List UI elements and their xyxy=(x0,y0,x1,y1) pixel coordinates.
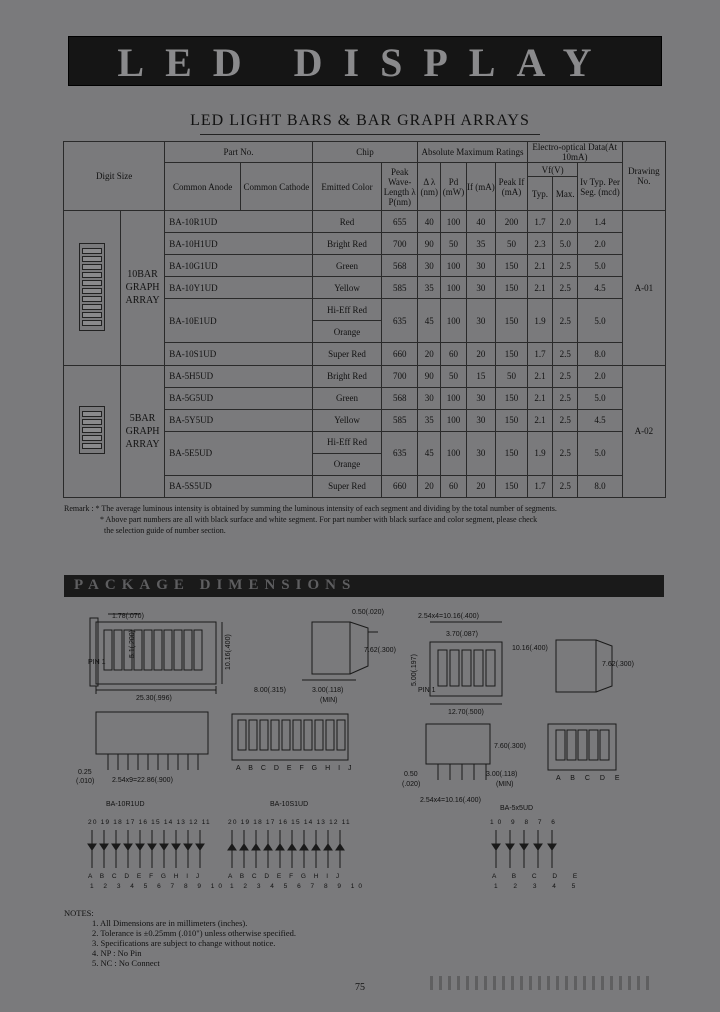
header-part-no: Part No. xyxy=(165,142,313,163)
cell: 40 xyxy=(418,211,441,233)
notes xyxy=(64,908,512,968)
cell: 100 xyxy=(441,387,466,409)
header-if: If (mA) xyxy=(466,163,496,211)
cell: 20 xyxy=(466,475,496,497)
dim5-pin: 0.50 xyxy=(404,771,418,778)
cell: 660 xyxy=(382,475,418,497)
cell: 150 xyxy=(496,409,528,431)
cell: 150 xyxy=(496,277,528,299)
cell: 700 xyxy=(382,233,418,255)
cell: 2.5 xyxy=(553,255,578,277)
cell: 100 xyxy=(441,277,466,299)
cell: 100 xyxy=(441,255,466,277)
dim5-pinlen: 3.00(.118) xyxy=(486,771,518,778)
cell: 4.5 xyxy=(578,277,622,299)
cell: 200 xyxy=(496,211,528,233)
part-number: BA-10R1UD xyxy=(165,211,313,233)
schematic-10r-pins-top: 20 19 18 17 16 15 14 13 12 11 xyxy=(88,819,211,826)
header-iv-typ: Iv Typ. Per Seg. (mcd) xyxy=(578,163,622,211)
schematic-10s-diodes xyxy=(228,830,344,868)
dim5-inner: 3.70(.087) xyxy=(446,631,478,638)
cell: 30 xyxy=(466,409,496,431)
part-number: BA-10S1UD xyxy=(165,343,313,365)
note-item: 3. Specifications are subject to change without notice. xyxy=(92,938,276,948)
cell: 5.0 xyxy=(578,387,622,409)
cell: 5.0 xyxy=(578,431,622,475)
schematic-10r-pins-bottom: 1 2 3 4 5 6 7 8 9 10 xyxy=(90,883,227,890)
header-absolute-max: Absolute Maximum Ratings xyxy=(418,142,528,163)
10bar-chip-drawing xyxy=(79,243,105,331)
cell: 1.9 xyxy=(527,299,552,343)
schematic-10s-letters: A B C D E F G H I J xyxy=(228,873,343,880)
dim5-b: 7.60(.300) xyxy=(494,743,526,750)
section-subtitle: LED LIGHT BARS & BAR GRAPH ARRAYS xyxy=(190,112,530,129)
table-row xyxy=(64,365,666,387)
dim-10bar-height2: 10.16(.400) xyxy=(225,634,232,670)
cell: 1.7 xyxy=(527,343,552,365)
cell: 5.0 xyxy=(553,233,578,255)
cell: 150 xyxy=(496,387,528,409)
header-vf-typ: Typ. xyxy=(527,177,552,211)
header-chip: Chip xyxy=(312,142,417,163)
emitted-color: Super Red xyxy=(312,475,382,497)
cell: 150 xyxy=(496,431,528,475)
dim5-top: 2.54x4=10.16(.400) xyxy=(418,613,479,620)
drawing-5bar-top xyxy=(548,724,616,770)
cell: 30 xyxy=(418,255,441,277)
remark-line: * The average luminous intensity is obtained by summing the luminous intensity of each segment and dividing by the total number of segments. xyxy=(95,504,557,513)
cell: 35 xyxy=(418,409,441,431)
header-common-anode: Common Anode xyxy=(165,163,241,211)
dim-side-d: 3.00(.118) xyxy=(312,687,344,694)
schematic-5-pins-top: 10 9 8 7 6 xyxy=(490,819,559,826)
cell: 20 xyxy=(418,343,441,365)
dim-10bar-height: 5.1(.200) xyxy=(129,629,136,658)
10bar-diagram xyxy=(64,211,121,365)
dimensions-banner xyxy=(64,575,664,597)
header-vf: Vf(V) xyxy=(527,163,578,177)
cell: 568 xyxy=(382,255,418,277)
header-electro-optical: Electro-optical Data(At 10mA) xyxy=(527,142,622,163)
page-title: LED DISPLAY xyxy=(117,40,613,85)
note-item: 4. NP : No Pin xyxy=(92,948,142,958)
emitted-color: Yellow xyxy=(312,409,382,431)
pin-letters-10: A B C D E F G H I J xyxy=(236,765,355,772)
header-drawing-no: Drawing No. xyxy=(622,142,665,211)
note-item: 5. NC : No Connect xyxy=(92,958,160,968)
cell: 35 xyxy=(466,233,496,255)
emitted-color: Hi-Eff Red xyxy=(312,299,382,321)
schematic-label-5: BA-5x5UD xyxy=(500,805,534,812)
cell: 2.1 xyxy=(527,277,552,299)
pin1-label-5: PIN 1 xyxy=(418,687,436,694)
emitted-color: Super Red xyxy=(312,343,382,365)
cell: 100 xyxy=(441,409,466,431)
part-number: BA-10H1UD xyxy=(165,233,313,255)
note-item: 1. All Dimensions are in millimeters (inches). xyxy=(92,918,248,928)
emitted-color: Green xyxy=(312,255,382,277)
dim5-pinmin: (MIN) xyxy=(496,781,514,788)
dim5-width: 12.70(.500) xyxy=(448,709,484,716)
cell: 150 xyxy=(496,255,528,277)
cell: 50 xyxy=(496,365,528,387)
cell: 635 xyxy=(382,299,418,343)
emitted-color: Hi-Eff Red xyxy=(312,431,382,453)
part-number: BA-5H5UD xyxy=(165,365,313,387)
dim-10bar-width: 25.30(.996) xyxy=(136,695,172,702)
cell: 2.1 xyxy=(527,365,552,387)
cell: 2.0 xyxy=(578,365,622,387)
cell: 30 xyxy=(466,387,496,409)
cell: 8.0 xyxy=(578,475,622,497)
drawing-10bar-top xyxy=(232,714,348,760)
cell: 8.0 xyxy=(578,343,622,365)
emitted-color: Yellow xyxy=(312,277,382,299)
10bar-group-label: 10BAR GRAPH ARRAY xyxy=(120,211,164,365)
note-item: 2. Tolerance is ±0.25mm (.010") unless otherwise specified. xyxy=(92,928,297,938)
cell: 5.0 xyxy=(578,255,622,277)
cell: 2.1 xyxy=(527,387,552,409)
cell: 2.0 xyxy=(578,233,622,255)
schematic-5-letters: A B C D E xyxy=(492,873,585,880)
part-number: BA-10G1UD xyxy=(165,255,313,277)
cell: 635 xyxy=(382,431,418,475)
table-row xyxy=(64,211,666,233)
dim5-pitch: 2.54x4=10.16(.400) xyxy=(420,797,481,804)
cell: 30 xyxy=(466,255,496,277)
cell: 1.7 xyxy=(527,475,552,497)
notes-title: NOTES: xyxy=(64,908,94,918)
schematic-10r-diodes xyxy=(88,830,204,868)
cell: 2.5 xyxy=(553,387,578,409)
dim-pitch: 2.54x9=22.86(.900) xyxy=(112,777,173,784)
cell: 100 xyxy=(441,299,466,343)
cell: 30 xyxy=(418,387,441,409)
schematic-10s-pins-top: 20 19 18 17 16 15 14 13 12 11 xyxy=(228,819,351,826)
cell: 150 xyxy=(496,475,528,497)
dim-pin-a: 0.25 xyxy=(78,769,92,776)
cell: 50 xyxy=(441,365,466,387)
cell: 100 xyxy=(441,211,466,233)
dim-pin-b: (.010) xyxy=(76,778,95,785)
remark-line: * Above part numbers are all with black surface and white segment. For part number with black surface and color segment, please check xyxy=(100,515,538,524)
cell: 150 xyxy=(496,299,528,343)
dim-10bar-top: 1.78(.070) xyxy=(112,613,144,620)
cell: 20 xyxy=(418,475,441,497)
cell: 30 xyxy=(466,277,496,299)
cell: 90 xyxy=(418,233,441,255)
schematic-10s-pins-bottom: 1 2 3 4 5 6 7 8 9 10 xyxy=(230,883,367,890)
dim-side-min: (MIN) xyxy=(320,697,338,704)
title-banner xyxy=(68,36,662,86)
remark-line: the selection guide of number section. xyxy=(104,526,226,535)
emitted-color: Bright Red xyxy=(312,365,382,387)
emitted-color: Bright Red xyxy=(312,233,382,255)
cell: 40 xyxy=(466,211,496,233)
cell: 655 xyxy=(382,211,418,233)
cell: 5.0 xyxy=(578,299,622,343)
cell: 90 xyxy=(418,365,441,387)
drawing-5bar-pins xyxy=(426,724,490,780)
drawing-no-a02: A-02 xyxy=(622,365,665,498)
cell: 60 xyxy=(441,343,466,365)
dim5-pin2: (.020) xyxy=(402,781,421,788)
header-digit-size: Digit Size xyxy=(64,142,165,211)
cell: 100 xyxy=(441,431,466,475)
cell: 2.5 xyxy=(553,475,578,497)
dim-side-b: 7.62(.300) xyxy=(364,647,396,654)
drawing-10bar-front xyxy=(90,614,222,694)
schematic-label-10r: BA-10R1UD xyxy=(106,801,145,808)
part-number: BA-10E1UD xyxy=(165,299,313,343)
emitted-color: Orange xyxy=(312,453,382,475)
header-pd: Pd (mW) xyxy=(441,163,466,211)
header-vf-max: Max. xyxy=(553,177,578,211)
cell: 45 xyxy=(418,431,441,475)
cell: 1.4 xyxy=(578,211,622,233)
drawing-10bar-pins xyxy=(96,712,208,770)
emitted-color: Orange xyxy=(312,321,382,343)
pin1-label: PIN 1 xyxy=(88,659,106,666)
cell: 50 xyxy=(496,233,528,255)
print-smudge xyxy=(430,976,650,990)
cell: 700 xyxy=(382,365,418,387)
cell: 2.3 xyxy=(527,233,552,255)
cell: 35 xyxy=(418,277,441,299)
5bar-diagram xyxy=(64,365,121,498)
cell: 2.5 xyxy=(553,277,578,299)
cell: 660 xyxy=(382,343,418,365)
remarks xyxy=(64,503,674,536)
header-peak-wavelength: Peak Wave-Length λ P(nm) xyxy=(382,163,418,211)
cell: 50 xyxy=(441,233,466,255)
dim5-side: 7.62(.300) xyxy=(602,661,634,668)
subtitle-underline xyxy=(200,134,540,135)
drawing-no-a01: A-01 xyxy=(622,211,665,365)
package-drawings xyxy=(0,600,720,905)
part-number: BA-5E5UD xyxy=(165,431,313,475)
cell: 60 xyxy=(441,475,466,497)
5bar-chip-drawing xyxy=(79,406,105,454)
cell: 2.5 xyxy=(553,343,578,365)
cell: 45 xyxy=(418,299,441,343)
part-number: BA-5S5UD xyxy=(165,475,313,497)
part-number: BA-5G5UD xyxy=(165,387,313,409)
cell: 150 xyxy=(496,343,528,365)
cell: 2.1 xyxy=(527,409,552,431)
schematic-10r-letters: A B C D E F G H I J xyxy=(88,873,203,880)
part-number: BA-5Y5UD xyxy=(165,409,313,431)
part-number: BA-10Y1UD xyxy=(165,277,313,299)
header-delta-lambda: Δ λ (nm) xyxy=(418,163,441,211)
dim-side-c: 8.00(.315) xyxy=(254,687,286,694)
dim-side-a: 0.50(.020) xyxy=(352,609,384,616)
cell: 2.5 xyxy=(553,299,578,343)
emitted-color: Red xyxy=(312,211,382,233)
cell: 2.1 xyxy=(527,255,552,277)
page-number: 75 xyxy=(355,982,365,993)
dimensions-banner-title: PACKAGE DIMENSIONS xyxy=(74,577,357,593)
schematic-5-diodes xyxy=(492,830,556,868)
cell: 2.5 xyxy=(553,431,578,475)
cell: 585 xyxy=(382,409,418,431)
cell: 568 xyxy=(382,387,418,409)
5bar-group-label: 5BAR GRAPH ARRAY xyxy=(120,365,164,498)
emitted-color: Green xyxy=(312,387,382,409)
dim5-height: 5.00(.197) xyxy=(411,654,418,686)
cell: 585 xyxy=(382,277,418,299)
spec-table xyxy=(63,141,666,498)
cell: 2.5 xyxy=(553,365,578,387)
schematic-label-10s: BA-10S1UD xyxy=(270,801,309,808)
cell: 30 xyxy=(466,299,496,343)
cell: 1.9 xyxy=(527,431,552,475)
remarks-label: Remark : xyxy=(64,504,94,513)
header-peak-if: Peak If (mA) xyxy=(496,163,528,211)
header-common-cathode: Common Cathode xyxy=(241,163,313,211)
cell: 20 xyxy=(466,343,496,365)
cell: 2.5 xyxy=(553,409,578,431)
schematic-5-pins-bottom: 1 2 3 4 5 xyxy=(494,883,583,890)
cell: 2.0 xyxy=(553,211,578,233)
cell: 1.7 xyxy=(527,211,552,233)
dim5-height2: 10.16(.400) xyxy=(512,645,548,652)
cell: 30 xyxy=(466,431,496,475)
pin-letters-5: A B C D E xyxy=(556,775,624,782)
header-emitted-color: Emitted Color xyxy=(312,163,382,211)
cell: 4.5 xyxy=(578,409,622,431)
cell: 15 xyxy=(466,365,496,387)
